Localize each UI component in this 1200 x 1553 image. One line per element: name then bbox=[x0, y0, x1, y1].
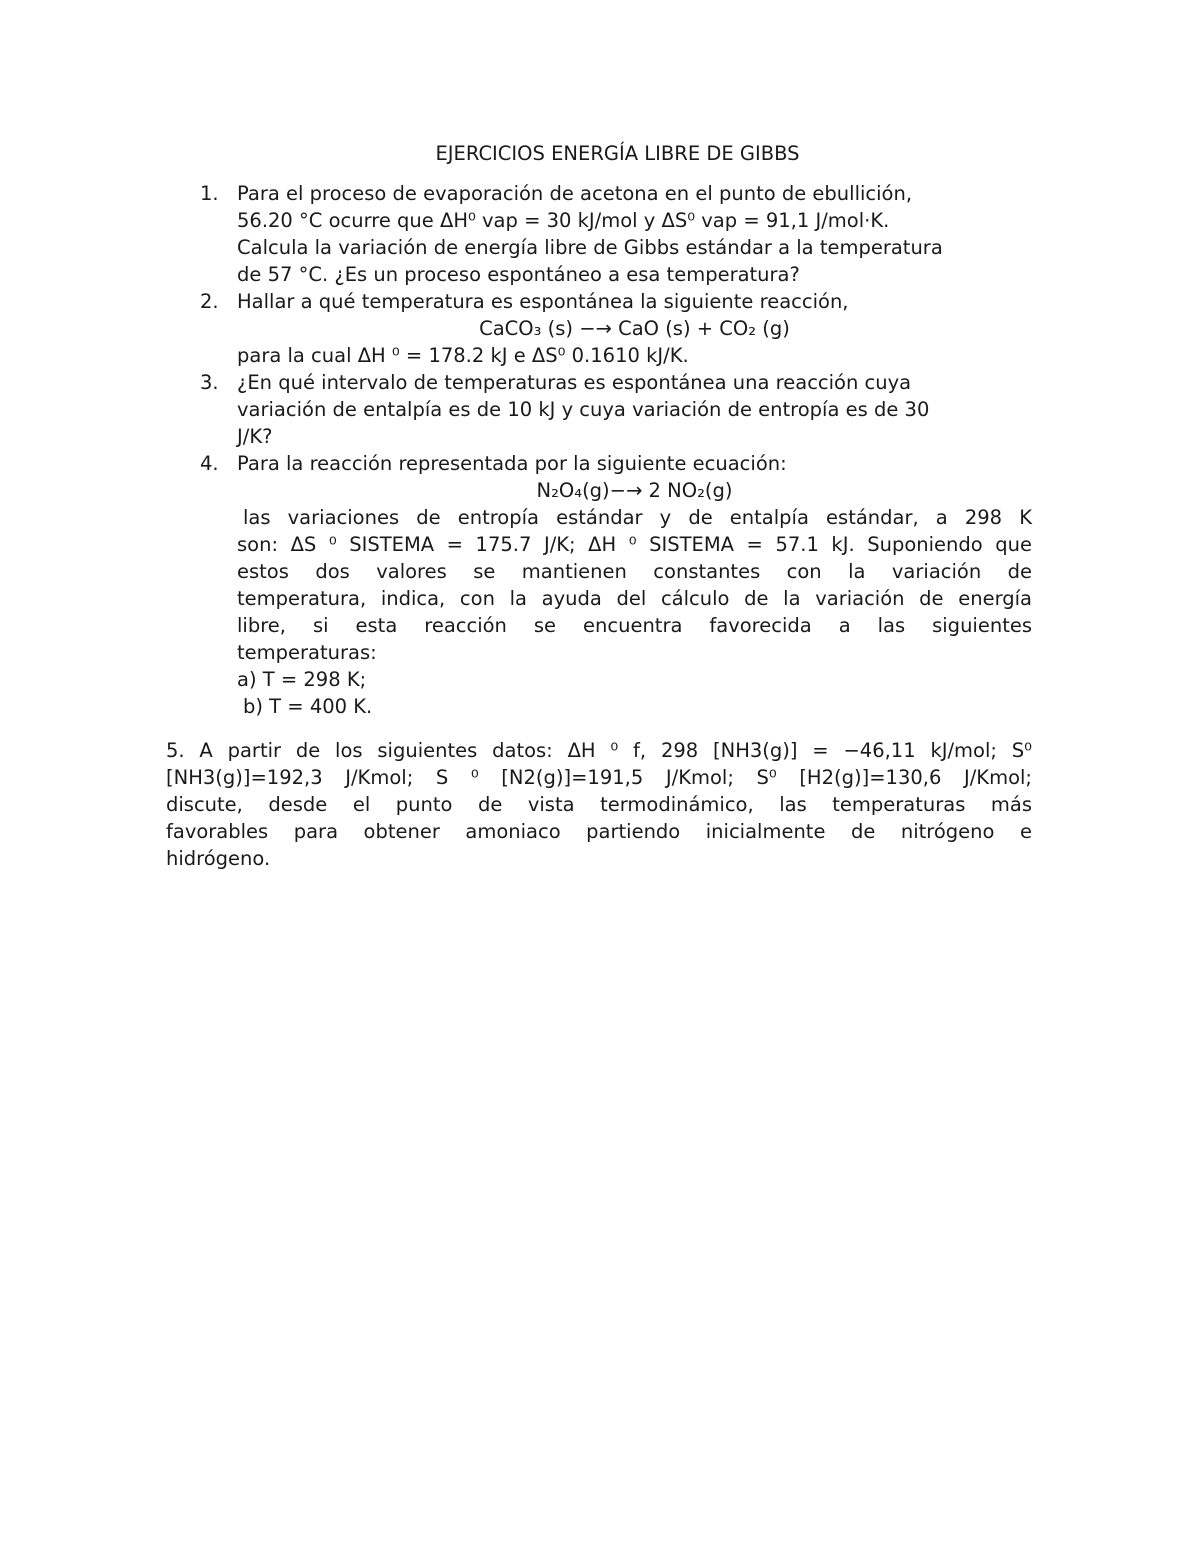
exercise-text-line: temperaturas: bbox=[237, 641, 377, 664]
exercise-number: 2. bbox=[200, 290, 219, 313]
exercise-list bbox=[0, 180, 1200, 720]
exercise-text-line: discute, desde el punto de vista termodinámico, las temperaturas más bbox=[166, 793, 1032, 816]
exercise-text-line: 56.20 °C ocurre que ΔH⁰ vap = 30 kJ/mol y ΔS⁰ vap = 91,1 J/mol·K. bbox=[237, 209, 890, 232]
exercise-text-line: Calcula la variación de energía libre de Gibbs estándar a la temperatura bbox=[237, 236, 943, 259]
exercise-text-line: las variaciones de entropía estándar y de entalpía estándar, a 298 K bbox=[243, 506, 1032, 529]
exercise-4 bbox=[0, 450, 1032, 720]
exercise-text-line: para la cual ΔH ⁰ = 178.2 kJ e ΔS⁰ 0.1610 kJ/K. bbox=[237, 344, 689, 367]
exercise-text-line: hidrógeno. bbox=[166, 847, 271, 870]
exercise-text-line: variación de entalpía es de 10 kJ y cuya variación de entropía es de 30 bbox=[237, 398, 930, 421]
exercise-5 bbox=[166, 737, 1032, 872]
exercise-number: 4. bbox=[200, 452, 219, 475]
document-title: EJERCICIOS ENERGÍA LIBRE DE GIBBS bbox=[435, 142, 800, 165]
exercise-text-line: de 57 °C. ¿Es un proceso espontáneo a esa temperatura? bbox=[237, 263, 800, 286]
exercise-text-line: temperatura, indica, con la ayuda del cálculo de la variación de energía bbox=[237, 587, 1032, 610]
exercise-text-line: libre, si esta reacción se encuentra favorecida a las siguientes bbox=[237, 614, 1032, 637]
exercise-text-line: favorables para obtener amoniaco partiendo inicialmente de nitrógeno e bbox=[166, 820, 1032, 843]
exercise-3 bbox=[0, 369, 1032, 450]
exercise-text-line: [NH3(g)]=192,3 J/Kmol; S ⁰ [N2(g)]=191,5 J/Kmol; S⁰ [H2(g)]=130,6 J/Kmol; bbox=[166, 766, 1032, 789]
option-a: a) T = 298 K; bbox=[237, 668, 367, 691]
chemical-equation: CaCO₃ (s) −→ CaO (s) + CO₂ (g) bbox=[479, 317, 790, 340]
exercise-text-line: Para el proceso de evaporación de acetona en el punto de ebullición, bbox=[237, 182, 913, 205]
exercise-text-line: 5. A partir de los siguientes datos: ΔH ⁰ f, 298 [NH3(g)] = −46,11 kJ/mol; S⁰ bbox=[166, 739, 1032, 762]
exercise-2 bbox=[0, 288, 1032, 369]
exercise-text-line: Hallar a qué temperatura es espontánea la siguiente reacción, bbox=[237, 290, 849, 313]
exercise-text-line: Para la reacción representada por la siguiente ecuación: bbox=[237, 452, 787, 475]
exercise-number: 1. bbox=[200, 182, 219, 205]
exercise-text-line: estos dos valores se mantienen constantes con la variación de bbox=[237, 560, 1032, 583]
exercise-number: 3. bbox=[200, 371, 219, 394]
exercise-text-line: son: ΔS ⁰ SISTEMA = 175.7 J/K; ΔH ⁰ SISTEMA = 57.1 kJ. Suponiendo que bbox=[237, 533, 1032, 556]
exercise-text-line: J/K? bbox=[237, 425, 273, 448]
chemical-equation: N₂O₄(g)−→ 2 NO₂(g) bbox=[536, 479, 733, 502]
exercise-1 bbox=[0, 180, 1032, 288]
option-b: b) T = 400 K. bbox=[243, 695, 373, 718]
exercise-text-line: ¿En qué intervalo de temperaturas es espontánea una reacción cuya bbox=[237, 371, 912, 394]
